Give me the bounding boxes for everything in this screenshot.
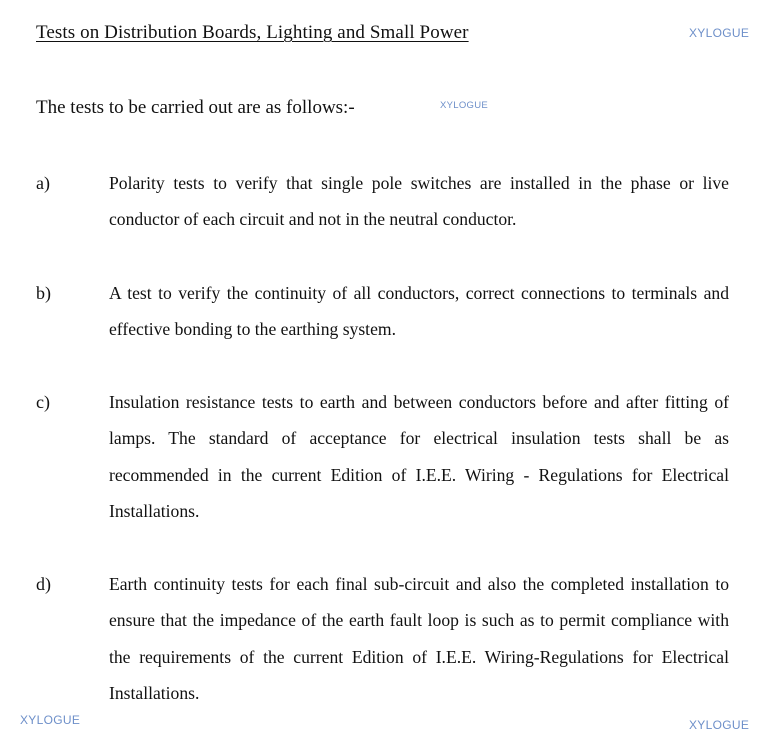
item-text: Earth continuity tests for each final sub-circuit and also the completed installation to ensure that the impedance of the earth fault loop is such as to permit compliance with the requirements of the current Edition of I.E.E. Wiring-Regulations for Electrical Installations.: [109, 574, 729, 703]
watermark-top-center: XYLOGUE: [440, 100, 489, 111]
item-letter: d): [36, 574, 51, 594]
item-letter: a): [36, 173, 50, 193]
item-text: Insulation resistance tests to earth and between conductors before and after fitting of lamps. The standard of acceptance for electrical insulation tests shall be as recommended in the current Edition of I.E.E. Wiring - Regulations for Electrical Installations.: [109, 392, 729, 521]
intro-paragraph: The tests to be carried out are as follows:-: [36, 97, 355, 118]
item-letter: b): [36, 283, 51, 303]
item-text: Polarity tests to verify that single pole switches are installed in the phase or live conductor of each circuit and not in the neutral conductor.: [109, 173, 729, 230]
item-text: A test to verify the continuity of all conductors, correct connections to terminals and effective bonding to the earthing system.: [109, 283, 729, 340]
watermark-bottom-left: XYLOGUE: [20, 713, 81, 727]
item-letter: c): [36, 392, 50, 412]
watermark-top-right: XYLOGUE: [689, 26, 750, 40]
watermark-bottom-right: XYLOGUE: [689, 718, 750, 732]
document-title: Tests on Distribution Boards, Lighting and Small Power: [36, 22, 469, 43]
